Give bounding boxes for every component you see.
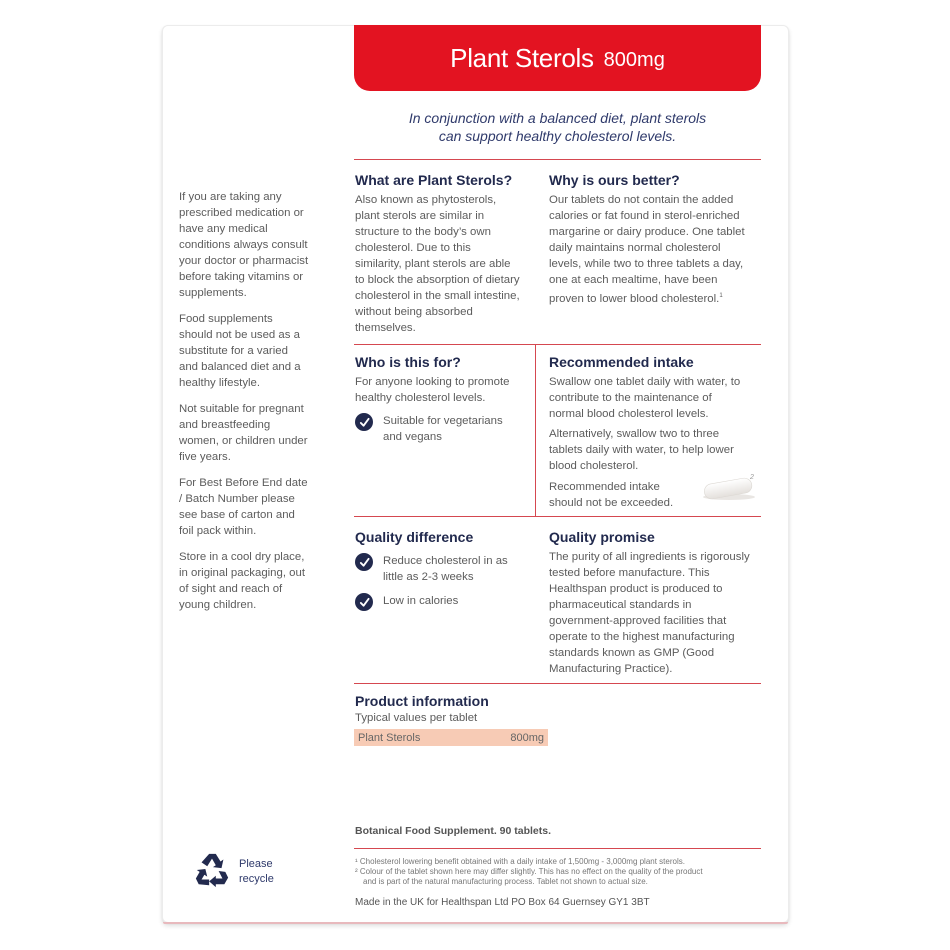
section-what: [355, 172, 520, 336]
section-quality-promise: [549, 529, 755, 677]
section-body: For anyone looking to promote healthy cholesterol levels.: [355, 376, 510, 404]
divider: [354, 344, 761, 345]
tablet-image: [698, 472, 758, 502]
tagline-line-1: In conjunction with a balanced diet, plant sterols: [408, 110, 707, 126]
check-icon: [355, 413, 373, 431]
manufacturer-address: Made in the UK for Healthspan Ltd PO Box 64 Guernsey GY1 3BT: [355, 897, 650, 908]
intake-body-1: Swallow one tablet daily with water, to contribute to the maintenance of normal blood cholesterol levels.: [549, 376, 741, 420]
title-banner: [354, 25, 761, 91]
product-title: Plant Sterols: [450, 42, 594, 73]
section-heading: Quality difference: [355, 529, 474, 545]
section-body: [549, 192, 749, 307]
divider: [354, 848, 761, 849]
check-label: Low in calories: [383, 595, 459, 607]
recycle-line-1: Please: [239, 858, 273, 870]
check-item: [355, 553, 530, 585]
footnote-ref: 1: [719, 293, 723, 299]
footnotes: [355, 857, 755, 887]
recycle-icon: [193, 851, 231, 889]
section-quality-difference: [355, 529, 530, 611]
section-heading: Recommended intake: [549, 354, 694, 370]
section-heading: Product information: [355, 693, 489, 709]
section-heading: Why is ours better?: [549, 172, 680, 188]
storage-info: Store in a cool dry place, in original packaging, out of sight and reach of young children.: [179, 551, 306, 611]
section-product-info: [355, 693, 655, 726]
footnote-2-cont: and is part of the natural manufacturing process. Tablet not shown to actual size.: [363, 877, 648, 886]
divider: [354, 159, 761, 160]
section-heading: What are Plant Sterols?: [355, 172, 513, 188]
footnote-2: ² Colour of the tablet shown here may differ slightly. This has no effect on the quality of the product: [355, 867, 703, 876]
supplement-description: Botanical Food Supplement. 90 tablets.: [355, 825, 552, 837]
tagline: [354, 109, 761, 145]
section-why: [549, 172, 749, 307]
best-before-info: For Best Before End date / Batch Number please see base of carton and foil pack within.: [179, 477, 308, 537]
intake-body-3: Recommended intake should not be exceeded.: [549, 481, 674, 509]
product-dose: 800mg: [603, 48, 665, 71]
section-heading: Who is this for?: [355, 354, 461, 370]
check-label: Suitable for vegetarians and vegans: [383, 415, 503, 443]
nutrition-value: 800mg: [510, 731, 544, 744]
check-icon: [355, 553, 373, 571]
check-label: Reduce cholesterol in as little as 2-3 weeks: [383, 555, 508, 583]
section-who: [355, 354, 530, 445]
check-item: [355, 413, 530, 445]
intake-body-2: Alternatively, swallow two to three tablets daily with water, to help lower blood cholesterol.: [549, 428, 734, 472]
tablet-footnote-ref: 2: [750, 474, 754, 481]
nutrition-row: [354, 729, 548, 746]
recycle-line-2: recycle: [239, 873, 274, 885]
warning-diet: Food supplements should not be used as a substitute for a varied and balanced diet and a healthy lifestyle.: [179, 313, 301, 389]
section-subheading: Typical values per tablet: [355, 712, 478, 724]
warning-suitability: Not suitable for pregnant and breastfeeding women, or children under five years.: [179, 403, 308, 463]
section-body: Also known as phytosterols, plant sterols are similar in structure to the body’s own cholesterol. Due to this similarity, plant sterols are able to block the absorption of dietary cholesterol in the small intestine, without being absorbed themselves.: [355, 194, 520, 334]
warning-medication: If you are taking any prescribed medication or have any medical conditions always consult your doctor or pharmacist before taking vitamins or supplements.: [179, 191, 309, 299]
why-body-text: Our tablets do not contain the added calories or fat found in sterol-enriched margarine or dairy produce. One tablet daily maintains normal cholesterol levels, while two to three tablets a day, one at each mealtime, have been proven to lower blood cholesterol.: [549, 194, 745, 305]
section-body: The purity of all ingredients is rigorously tested before manufacture. This Healthspan product is produced to pharmaceutical standards in government-approved facilities that operate to the highest manufacturing standards known as GMP (Good Manufacturing Practice).: [549, 551, 750, 675]
tagline-line-2: can support healthy cholesterol levels.: [438, 128, 677, 144]
check-item: [355, 593, 530, 611]
column-divider: [535, 344, 536, 516]
recycle-label: [239, 857, 274, 887]
nutrition-name: Plant Sterols: [358, 731, 421, 744]
divider: [354, 516, 761, 517]
sidebar-warnings: [179, 189, 309, 623]
footnote-1: ¹ Cholesterol lowering benefit obtained with a daily intake of 1,500mg - 3,000mg plant sterols.: [355, 857, 685, 866]
divider: [354, 683, 761, 684]
section-heading: Quality promise: [549, 529, 655, 545]
check-icon: [355, 593, 373, 611]
